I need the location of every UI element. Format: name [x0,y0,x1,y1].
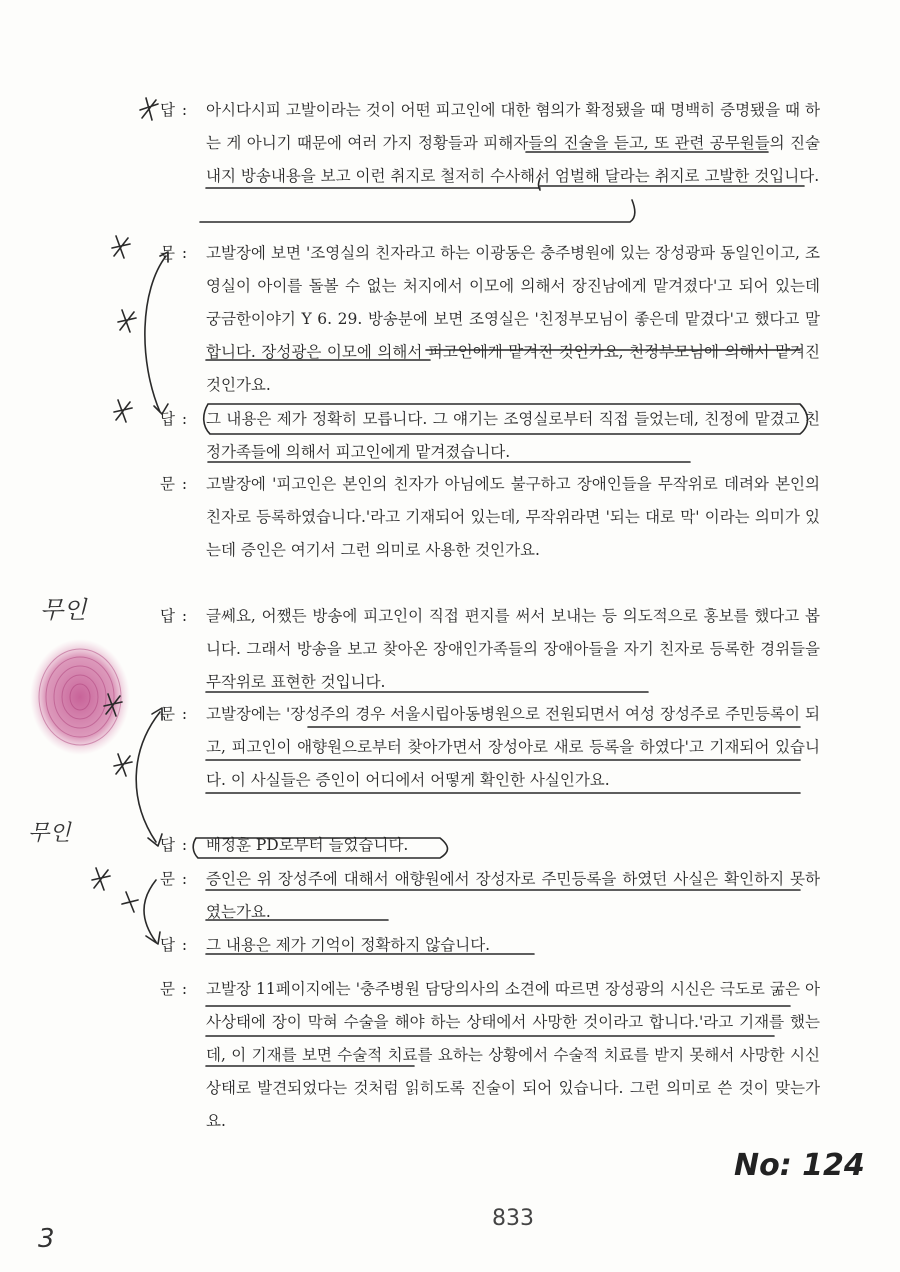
star-mark [118,310,136,332]
qa-text: 고발장에 '피고인은 본인의 친자가 아님에도 불구하고 장애인들을 무작위로 데려와 본인의 친자로 등록하였습니다.'라고 기재되어 있는데, 무작위라면 '되는 대로 막' 이라는 의미가 있는데 증인은 여기서 그런 의미로 사용한 것인가요. [206,475,820,559]
star-mark [92,868,110,890]
qa-label: 답 : [160,607,189,625]
qa-block-7 [160,829,820,862]
star-mark [114,754,132,776]
star-mark [114,400,132,422]
qa-label: 답 : [160,410,189,428]
handwritten-note-2: 무인 [28,821,71,846]
qa-block-6 [160,698,820,830]
qa-label: 문 : [160,244,189,262]
qa-text: 글쎄요, 어쨌든 방송에 피고인이 직접 편지를 써서 보내는 등 의도적으로 홍보를 했다고 봅니다. 그래서 방송을 보고 찾아온 장애인가족들의 장애아들을 자기 친자로 등록한 경위들을 무작위로 표현한 것입니다. [206,607,820,691]
qa-block-9 [160,929,820,962]
qa-label: 답 : [160,936,189,954]
qa-block-10 [160,973,820,1138]
star-mark [122,892,138,912]
document-number: No: 124 [734,1148,865,1183]
qa-label: 문 : [160,475,189,493]
qa-label: 답 : [160,836,189,854]
corner-number: 3 [38,1224,55,1254]
qa-text: 아시다시피 고발이라는 것이 어떤 피고인에 대한 혐의가 확정됐을 때 명백히 증명됐을 때 하는 게 아니기 때문에 여러 가지 정황들과 피해자들의 진술을 듣고, 또 관련 공무원들의 진술 내지 방송내용을 보고 이런 취지로 철저히 수사해서 엄벌해 달라는 취지로 고발한 것입니다. [206,101,820,185]
bracket-arrow [146,932,160,944]
qa-text: 배정훈 PD로부터 들었습니다. [206,836,409,854]
qa-block-1 [160,94,820,226]
star-mark [140,98,158,120]
qa-label: 문 : [160,870,189,888]
qa-block-4 [160,468,820,600]
qa-block-8 [160,863,820,929]
qa-label: 문 : [160,705,189,723]
qa-text: 그 내용은 제가 정확히 모릅니다. 그 얘기는 조영실로부터 직접 들었는데, 친정에 맡겼고 친정가족들에 의해서 피고인에게 맡겨졌습니다. [206,410,820,461]
qa-text: 고발장 11페이지에는 '충주병원 담당의사의 소견에 따르면 장성광의 시신은 극도로 굶은 아사상태에 장이 막혀 수술을 해야 하는 상태에서 사망한 것이라고 합니다.'라고 기재를 했는데, 이 기재를 보면 수술적 치료를 요하는 상황에서 수술적 치료를 받지 못해서 사망한 시신상태로 발견되었다는 것처럼 읽히도록 진술이 되어 있습니다. 그런 의미로 쓴 것이 맞는가요. [206,980,820,1130]
fingerprint-stamp [30,639,130,755]
bracket-arrow [144,880,156,942]
qa-label: 문 : [160,980,189,998]
bracket-arrow [136,712,160,842]
qa-block-2 [160,237,820,402]
qa-text: 그 내용은 제가 기억이 정확하지 않습니다. [206,936,491,954]
star-mark [104,694,122,716]
qa-block-3 [160,403,820,469]
qa-text: 고발장에 보면 '조영실의 친자라고 하는 이광동은 충주병원에 있는 장성광파 동일인이고, 조영실이 아이를 돌볼 수 없는 처지에서 이모에 의해서 장진남에게 맡겨졌다'고 되어 있는데 궁금한이야기 Y 6. 29. 방송분에 보면 조영실은 '친정부모님이 좋은데 맡겼다'고 했다고 말합니다. 장성광은 이모에 의해서 피고인에게 맡겨진 것인가요, 친정부모님에 의해서 맡겨진 것인가요. [206,244,820,394]
star-mark [112,236,130,258]
handwritten-note-1: 무인 [40,596,87,624]
qa-text: 고발장에는 '장성주의 경우 서울시립아동병원으로 전원되면서 여성 장성주로 주민등록이 되고, 피고인이 애향원으로부터 찾아가면서 장성아로 새로 등록을 하였다'고 기재되어 있습니다. 이 사실들은 증인이 어디에서 어떻게 확인한 사실인가요. [206,705,820,789]
qa-block-5 [160,600,820,699]
qa-text: 증인은 위 장성주에 대해서 애향원에서 장성자로 주민등록을 하였던 사실은 확인하지 못하였는가요. [206,870,820,921]
qa-label: 답 : [160,101,189,119]
page-number: 833 [492,1206,534,1231]
